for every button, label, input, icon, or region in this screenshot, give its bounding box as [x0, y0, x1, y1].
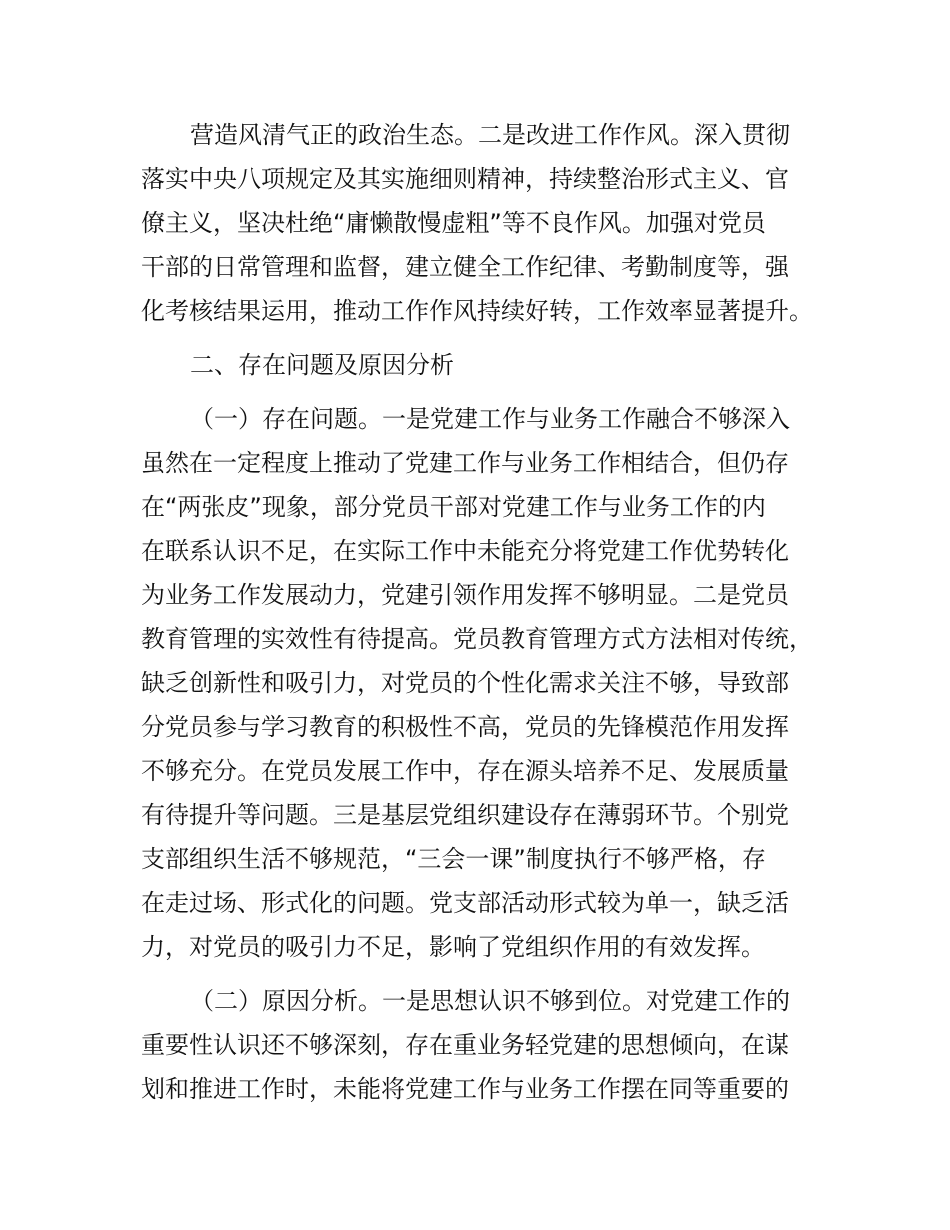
paragraph-line: 有待提升等问题。三是基层党组织建设存在薄弱环节。个别党	[141, 801, 789, 829]
paragraph-line: 在走过场、形式化的问题。党支部活动形式较为单一，缺乏活	[141, 889, 789, 917]
paragraph-line: 支部组织生活不够规范，“三会一课”制度执行不够严格，存	[141, 845, 766, 873]
paragraph-line: 缺乏创新性和吸引力，对党员的个性化需求关注不够，导致部	[141, 669, 789, 697]
paragraph-line: 落实中央八项规定及其实施细则精神，持续整治形式主义、官	[141, 165, 789, 193]
paragraph-line: 干部的日常管理和监督，建立健全工作纪律、考勤制度等，强	[141, 253, 789, 281]
paragraph-line: 不够充分。在党员发展工作中，存在源头培养不足、发展质量	[141, 757, 789, 785]
section-heading: 二、存在问题及原因分析	[190, 351, 454, 379]
paragraph-line: 分党员参与学习教育的积极性不高，党员的先锋模范作用发挥	[141, 713, 789, 741]
paragraph-line: 在“两张皮”现象，部分党员干部对党建工作与业务工作的内	[141, 493, 766, 521]
paragraph-line: （一）存在问题。一是党建工作与业务工作融合不够深入	[190, 405, 790, 433]
paragraph-line: 划和推进工作时，未能将党建工作与业务工作摆在同等重要的	[141, 1075, 789, 1103]
paragraph-line: （二）原因分析。一是思想认识不够到位。对党建工作的	[190, 987, 790, 1015]
paragraph-line: 力，对党员的吸引力不足，影响了党组织作用的有效发挥。	[141, 933, 765, 961]
paragraph-line: 重要性认识还不够深刻，存在重业务轻党建的思想倾向，在谋	[141, 1031, 789, 1059]
paragraph-line: 化考核结果运用，推动工作作风持续好转，工作效率显著提升。	[141, 297, 813, 325]
paragraph-line: 在联系认识不足，在实际工作中未能充分将党建工作优势转化	[141, 537, 789, 565]
paragraph-line: 虽然在一定程度上推动了党建工作与业务工作相结合，但仍存	[141, 449, 789, 477]
paragraph-line: 教育管理的实效性有待提高。党员教育管理方式方法相对传统，	[141, 625, 813, 653]
paragraph-line: 僚主义，坚决杜绝“庸懒散慢虚粗”等不良作风。加强对党员	[141, 209, 766, 237]
paragraph-line: 营造风清气正的政治生态。二是改进工作作风。深入贯彻	[190, 121, 790, 149]
paragraph-line: 为业务工作发展动力，党建引领作用发挥不够明显。二是党员	[141, 581, 789, 609]
